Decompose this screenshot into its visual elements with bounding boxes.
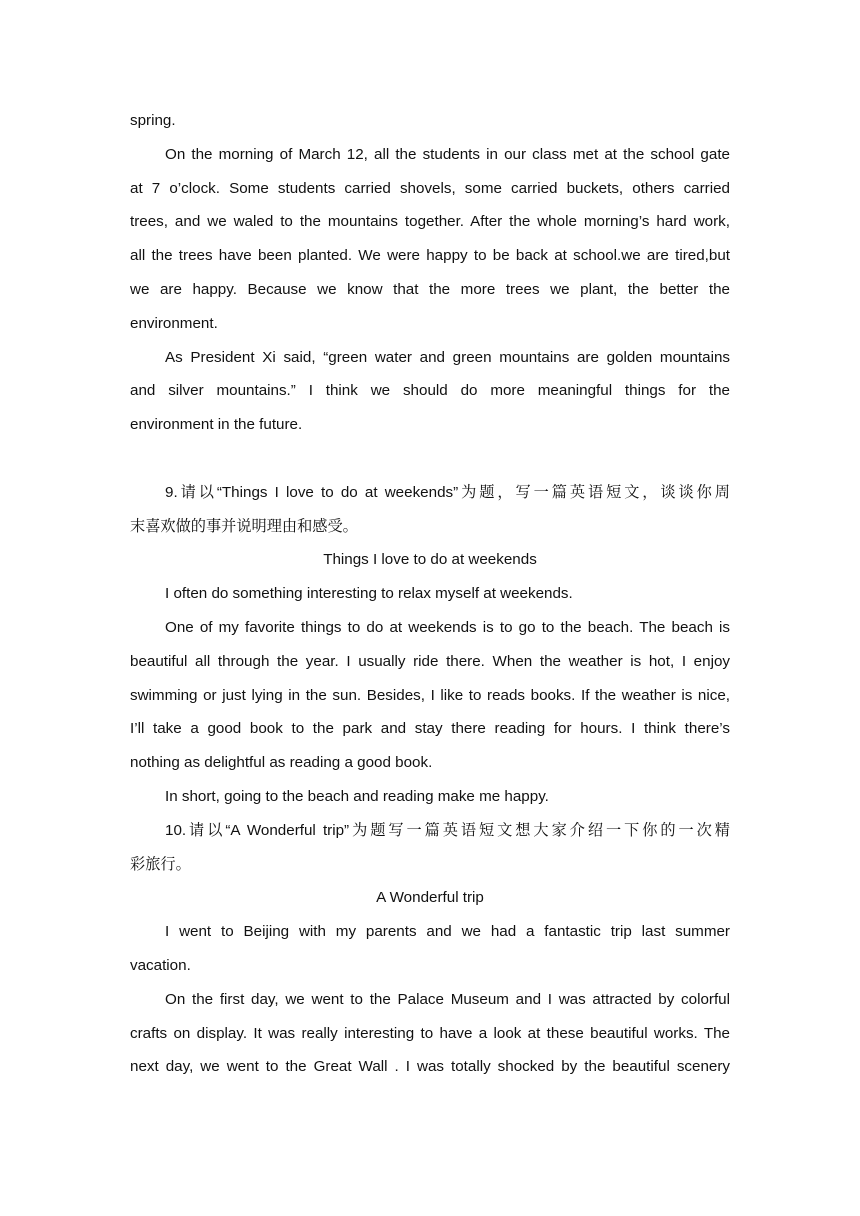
text-line: environment in the future. xyxy=(130,416,303,434)
paragraph-president-quote xyxy=(130,341,730,442)
text-line: vacation. xyxy=(130,956,191,974)
text-line: environment. xyxy=(130,314,218,332)
essay-title: A Wonderful trip xyxy=(376,889,484,907)
text-line: beautiful all through the year. I usually ride there. When the weather is hot, I enjoy xyxy=(130,652,730,670)
text-line: I’ll take a good book to the park and stay there reading for hours. I think there’s xyxy=(130,720,730,738)
text-line: On the first day, we went to the Palace Museum and I was attracted by colorful xyxy=(165,990,730,1008)
text-line: crafts on display. It was really interesting to have a look at these beautiful works. The xyxy=(130,1024,730,1042)
document-page xyxy=(130,104,730,1084)
question-prompt: 末喜欢做的事并说明理由和感受。 xyxy=(130,517,358,535)
text-line: next day, we went to the Great Wall . I was totally shocked by the beautiful scenery xyxy=(130,1058,730,1076)
question-prompt: 彩旅行。 xyxy=(130,855,191,873)
text-line: swimming or just lying in the sun. Besides, I like to reads books. If the weather is nice, xyxy=(130,686,730,704)
text-line: and silver mountains.” I think we should do more meaningful things for the xyxy=(130,382,730,400)
text-line: we are happy. Because we know that the more trees we plant, the better the xyxy=(130,280,730,298)
text-line: at 7 o’clock. Some students carried shovels, some carried buckets, others carried xyxy=(130,179,730,197)
text-line: spring. xyxy=(130,112,176,129)
text-line: On the morning of March 12, all the students in our class met at the school gate xyxy=(165,145,730,163)
question-prompt: 10.请以“A Wonderful trip”为题写一篇英语短文想大家介绍一下你的一次精 xyxy=(165,821,730,839)
question-prompt: 9.请以“Things I love to do at weekends”为题，写一篇英语短文，谈谈你周 xyxy=(165,483,730,501)
essay-title: Things I love to do at weekends xyxy=(323,551,537,569)
text-line: I went to Beijing with my parents and we had a fantastic trip last summer xyxy=(165,923,730,941)
paragraph-tree-planting xyxy=(130,138,730,341)
text-line: In short, going to the beach and reading make me happy. xyxy=(165,787,549,805)
text-line: nothing as delightful as reading a good book. xyxy=(130,754,433,772)
text-line: As President Xi said, “green water and green mountains are golden mountains xyxy=(165,348,730,366)
text-line: all the trees have been planted. We were happy to be back at school.we are tired,but xyxy=(130,247,730,265)
question-9 xyxy=(130,476,730,814)
question-10 xyxy=(130,814,730,1084)
text-line: I often do something interesting to relax myself at weekends. xyxy=(165,585,573,603)
blank-line xyxy=(130,442,730,476)
text-line: One of my favorite things to do at weekends is to go to the beach. The beach is xyxy=(165,618,730,636)
text-line: trees, and we waled to the mountains together. After the whole morning’s hard work, xyxy=(130,213,730,231)
